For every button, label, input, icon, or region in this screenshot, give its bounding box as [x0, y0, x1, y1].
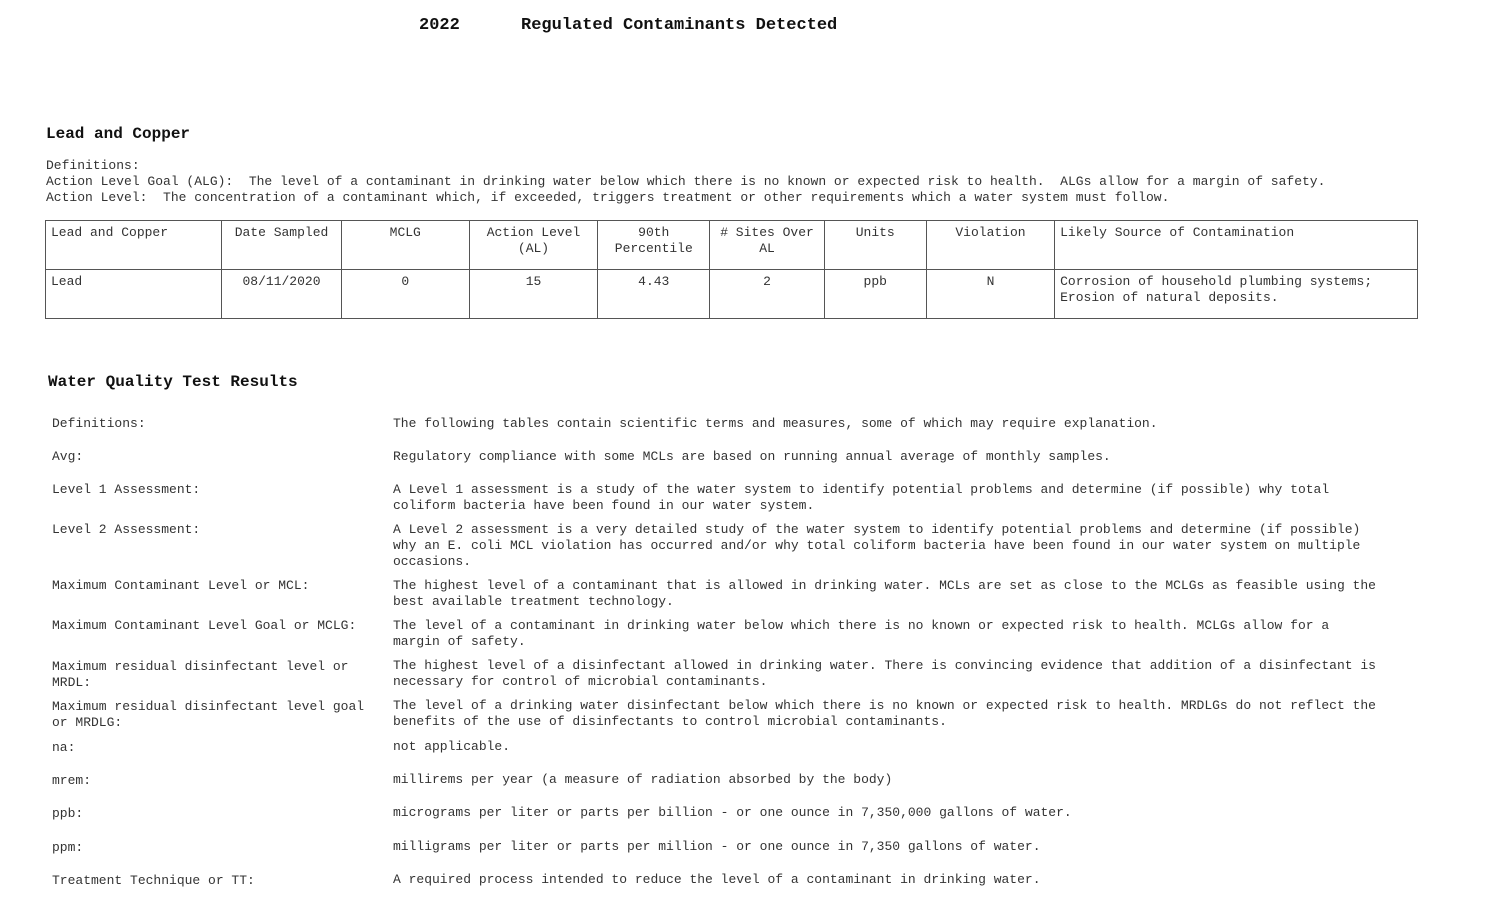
table-cell: N: [926, 270, 1054, 319]
definition-term: Maximum Contaminant Level or MCL:: [52, 578, 310, 593]
lead-copper-definitions: [46, 158, 1376, 206]
table-cell: 0: [341, 270, 469, 319]
definition-text: The highest level of a contaminant that is allowed in drinking water. MCLs are set as close to the MCLGs as feasible using the best available treatment technology.: [393, 578, 1376, 609]
definition-text: The highest level of a disinfectant allowed in drinking water. There is convincing evidence that addition of a disinfectant is necessary for control of microbial contaminants.: [393, 658, 1376, 689]
water-quality-title: Water Quality Test Results: [48, 373, 298, 391]
column-header: Date Sampled: [222, 221, 341, 270]
definition-term: na:: [52, 740, 76, 755]
definition-term: Maximum residual disinfectant level goal or MRDLG:: [52, 699, 365, 730]
definition-term: mrem:: [52, 773, 92, 788]
table-cell: 15: [469, 270, 597, 319]
alg-definition: Action Level Goal (ALG): The level of a contaminant in drinking water below which there is no known or expected risk to health. ALGs allow for a margin of safety.: [46, 174, 1326, 189]
column-header: Likely Source of Contamination: [1055, 221, 1418, 270]
definition-term: Treatment Technique or TT:: [52, 873, 255, 888]
table-cell: Corrosion of household plumbing systems; Erosion of natural deposits.: [1055, 270, 1418, 319]
definition-term: Avg:: [52, 449, 84, 464]
column-header: Violation: [926, 221, 1054, 270]
lead-copper-title: Lead and Copper: [46, 125, 191, 143]
definition-term: Maximum Contaminant Level Goal or MCLG:: [52, 618, 357, 633]
definition-text: The level of a contaminant in drinking water below which there is no known or expected risk to health. MCLGs allow for a margin of safety.: [393, 618, 1330, 649]
al-definition: Action Level: The concentration of a contaminant which, if exceeded, triggers treatment or other requirements which a water system must follow.: [46, 190, 1170, 205]
table-row: [46, 270, 1418, 319]
definition-text: micrograms per liter or parts per billion - or one ounce in 7,350,000 gallons of water.: [393, 805, 1072, 820]
report-title: Regulated Contaminants Detected: [521, 16, 838, 35]
definition-text: A required process intended to reduce the level of a contaminant in drinking water.: [393, 872, 1041, 887]
table-cell: 2: [710, 270, 824, 319]
column-header: Units: [824, 221, 926, 270]
report-year: 2022: [419, 16, 460, 35]
table-cell: ppb: [824, 270, 926, 319]
definition-term: ppm:: [52, 840, 84, 855]
definition-text: not applicable.: [393, 739, 511, 754]
column-header: MCLG: [341, 221, 469, 270]
definition-term: Definitions:: [52, 416, 146, 431]
table-cell: 08/11/2020: [222, 270, 341, 319]
definition-text: The level of a drinking water disinfectant below which there is no known or expected risk to health. MRDLGs do not reflect the benefits of the use of disinfectants to control microbial contaminants.: [393, 698, 1376, 729]
definition-term: Maximum residual disinfectant level or MRDL:: [52, 659, 349, 690]
column-header: Lead and Copper: [46, 221, 222, 270]
lead-copper-table: [45, 220, 1418, 319]
column-header: # Sites Over AL: [710, 221, 824, 270]
definition-text: millirems per year (a measure of radiation absorbed by the body): [393, 772, 893, 787]
definition-term: Level 1 Assessment:: [52, 482, 201, 497]
definitions-heading: Definitions:: [46, 158, 140, 173]
definition-text: milligrams per liter or parts per million - or one ounce in 7,350 gallons of water.: [393, 839, 1041, 854]
table-cell: 4.43: [598, 270, 710, 319]
definition-text: A Level 2 assessment is a very detailed study of the water system to identify potential problems and determine (if possible) why an E. coli MCL violation has occurred and/or why total coliform bacteria have been found in our water system on multiple occasions.: [393, 522, 1361, 569]
definition-text: The following tables contain scientific terms and measures, some of which may require explanation.: [393, 416, 1158, 431]
table-header-row: [46, 221, 1418, 270]
definition-text: A Level 1 assessment is a study of the water system to identify potential problems and determine (if possible) why total coliform bacteria have been found in our water system.: [393, 482, 1330, 513]
definition-text: Regulatory compliance with some MCLs are based on running annual average of monthly samples.: [393, 449, 1111, 464]
definition-term: ppb:: [52, 806, 84, 821]
definition-term: Level 2 Assessment:: [52, 522, 201, 537]
column-header: Action Level (AL): [469, 221, 597, 270]
table-cell: Lead: [46, 270, 222, 319]
column-header: 90th Percentile: [598, 221, 710, 270]
